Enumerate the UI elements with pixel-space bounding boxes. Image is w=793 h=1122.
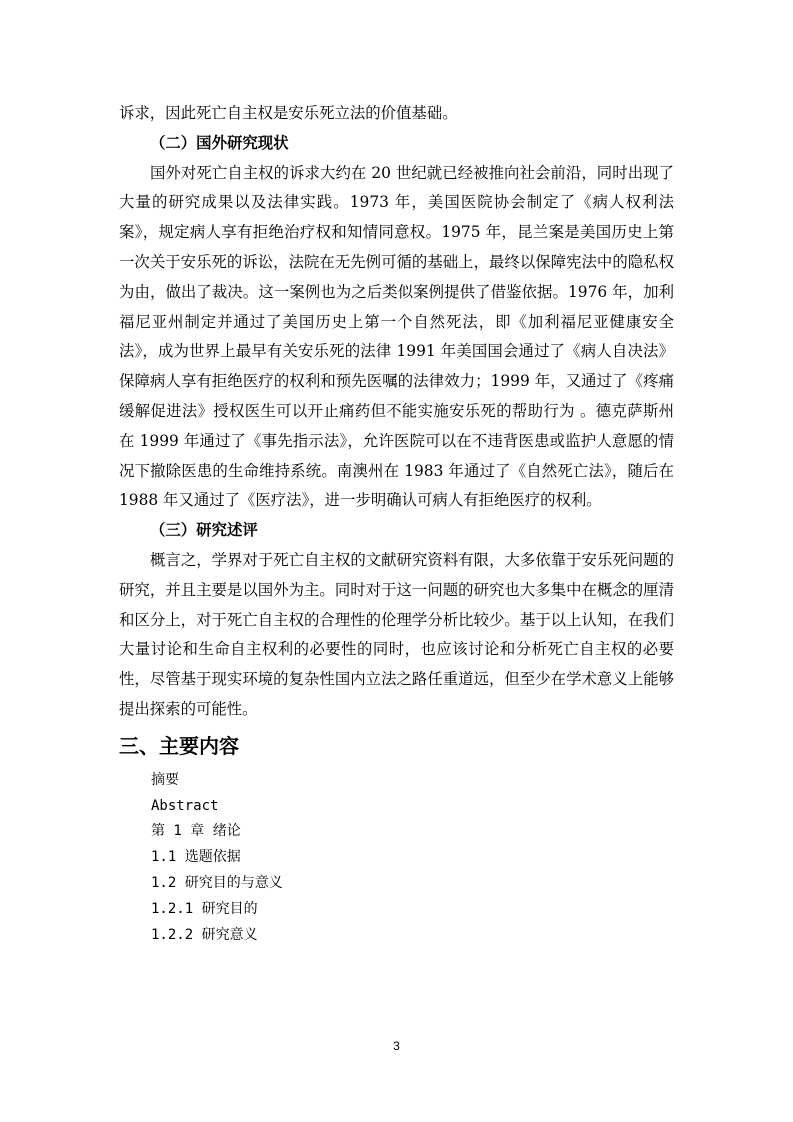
page-number: 3 [393,1039,400,1053]
outline-item: Abstract [151,797,219,814]
outline-item: 1.2.1 研究目的 [151,900,258,917]
section-heading-main-content: 三、主要内容 [119,733,239,758]
paragraph-continuation: 诉求，因此死亡自主权是安乐死立法的价值基础。 [119,104,458,122]
outline-item: 1.1 选题依据 [151,849,241,866]
subheading-research-review: （三）研究述评 [150,521,258,540]
outline-item: 摘要 [151,771,179,788]
outline-item: 1.2.2 研究意义 [151,926,258,943]
paragraph-research-review: 概言之，学界对于死亡自主权的文献研究资料有限，大多依靠于安乐死问题的研究，并且主要是以国外为主。同时对于这一问题的研究也大多集中在概念的厘清和区分上，对于死亡自主权的合理性的伦理学分析比较少。基于以上认知，在我们大量讨论和生命自主权利的必要性的同时，也应该讨论和分析死亡自主权的必要性，尽管基于现实环境的复杂性国内立法之路任重道远，但至少在学术意义上能够提出探索的可能性。 [119,550,674,718]
subheading-foreign-research: （二）国外研究现状 [150,133,289,152]
outline-item: 第 1 章 绪论 [151,823,241,840]
outline-item: 1.2 研究目的与意义 [151,874,283,891]
outline-list [151,768,674,949]
page-body [119,99,674,948]
paragraph-foreign-research: 国外对死亡自主权的诉求大约在 20 世纪就已经被推向社会前沿，同时出现了大量的研究成果以及法律实践。1973 年，美国医院协会制定了《病人权利法案》，规定病人享有拒绝治疗权和知情同意权。1975 年，昆兰案是美国历史上第一次关于安乐死的诉讼，法院在无先例可循的基础上，最终以保障宪法中的隐私权为由，做出了裁决。这一案例也为之后类似案例提供了借鉴依据。1976 年，加利福尼亚州制定并通过了美国历史上第一个自然死法，即《加利福尼亚健康安全法》，成为世界上最早有关安乐死的法律 1991 年美国国会通过了《病人自决法》保障病人享有拒绝医疗的权利和预先医嘱的法律效力；1999 年，又通过了《疼痛缓解促进法》授权医生可以开止痛药但不能实施安乐死的帮助行为 。德克萨斯州在 1999 年通过了《事先指示法》，允许医院可以在不违背医患或监护人意愿的情况下撤除医患的生命维持系统。南澳州在 1983 年通过了《自然死亡法》，随后在 1988 年又通过了《医疗法》，进一步明确认可病人有拒绝医疗的权利。 [119,163,674,510]
